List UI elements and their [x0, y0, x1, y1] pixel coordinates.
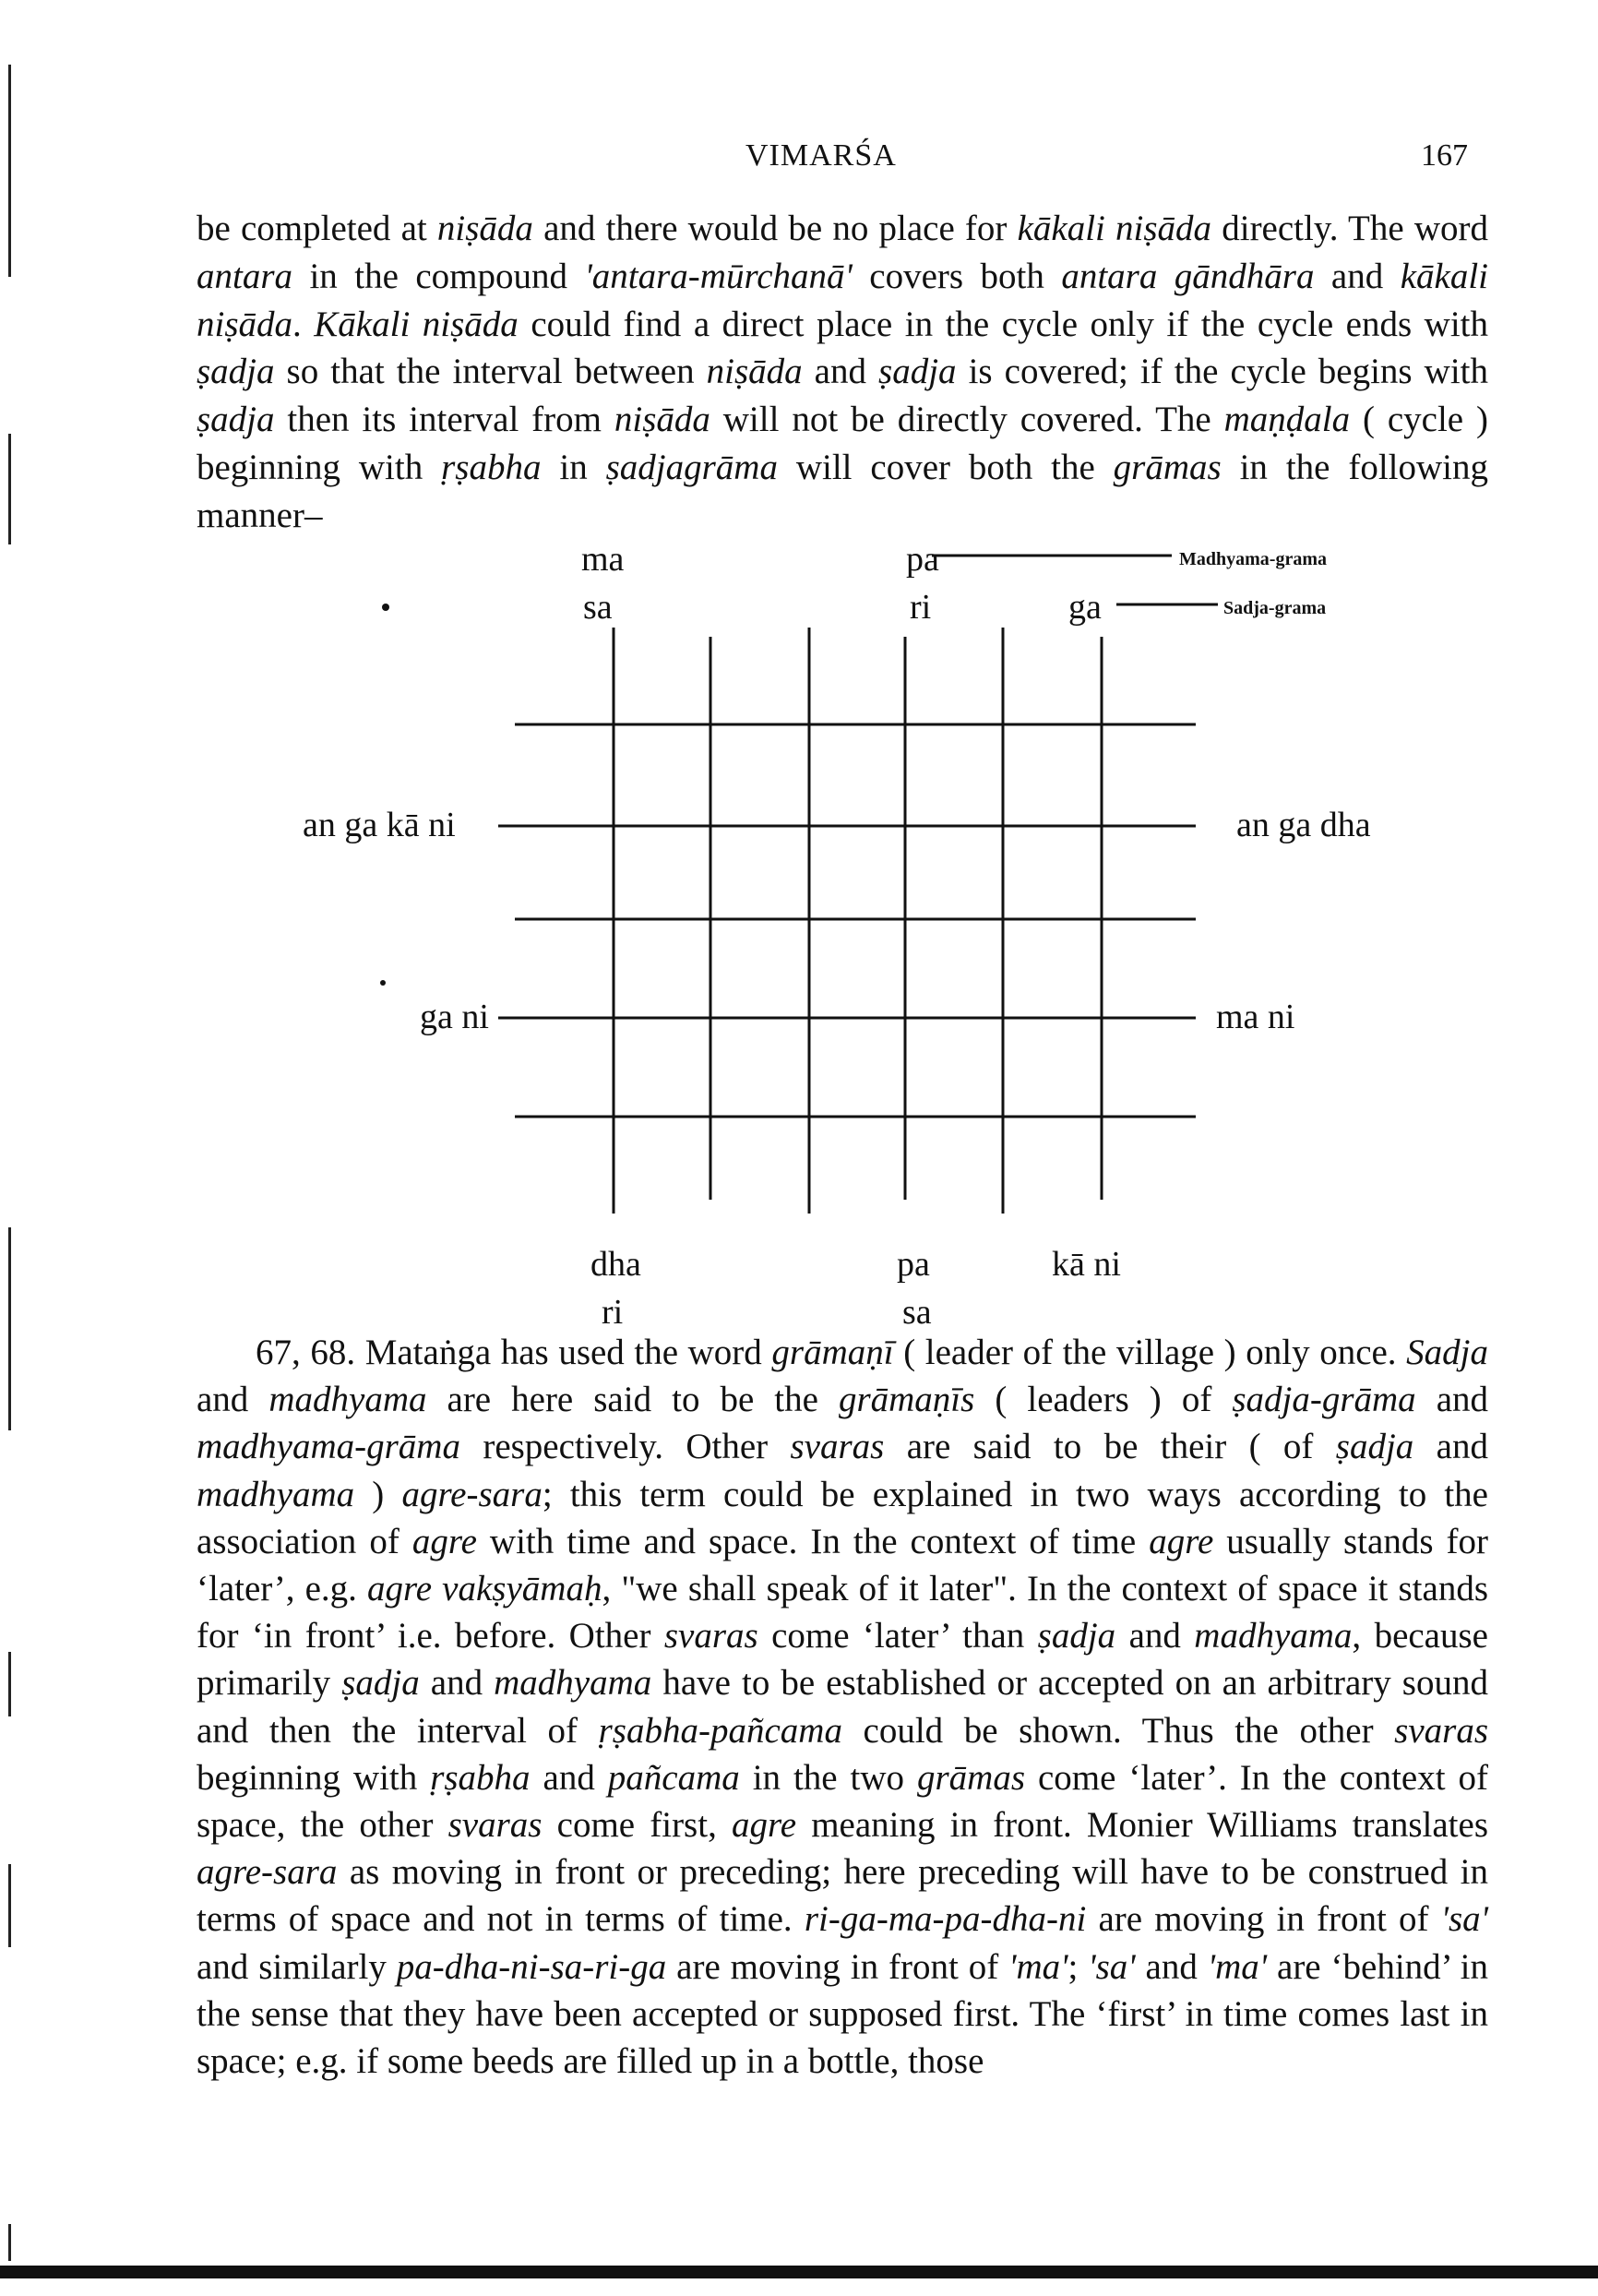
italic-term: 'ma' — [1008, 1946, 1068, 1987]
text-run: is covered; if the cycle begins with — [956, 352, 1488, 392]
text-run: and similarly — [197, 1946, 397, 1987]
text-run: ; this term could be explained in two ways according to the association of — [197, 1474, 1488, 1561]
scan-bottom-bar — [0, 2266, 1598, 2278]
italic-term: agre vakṣyāmaḥ — [367, 1569, 602, 1609]
running-title: VIMARŚA — [745, 138, 897, 173]
italic-term: madhyama — [268, 1380, 427, 1420]
italic-term: niṣāda — [706, 352, 803, 392]
italic-term: pa-dha-ni-sa-ri-ga — [396, 1946, 667, 1987]
italic-term: agre — [732, 1805, 797, 1846]
text-run: covers both — [852, 256, 1062, 296]
text-run: and — [1415, 1380, 1489, 1420]
italic-term: agre-sara — [197, 1852, 338, 1893]
italic-term: niṣāda — [436, 209, 533, 248]
text-run: and — [197, 1380, 269, 1420]
italic-term: kākali niṣāda — [1017, 209, 1212, 248]
italic-term: maṇḍala — [1223, 400, 1351, 440]
text-run: are said to be their ( of — [884, 1427, 1336, 1467]
text-run: , because primarily — [197, 1616, 1488, 1704]
sadja-grama-label: Sadja-grama — [1223, 598, 1327, 618]
italic-term: ṣadja — [878, 352, 957, 392]
italic-term: grāmas — [917, 1757, 1026, 1798]
right-label-an-ga-dha: an ga dha — [1236, 806, 1371, 844]
text-run: directly. The word — [1211, 209, 1488, 248]
text-run: and — [1314, 256, 1401, 296]
text-run: come first, — [542, 1805, 732, 1846]
text-run: will cover both the — [777, 447, 1114, 487]
italic-term: Kākali niṣāda — [314, 304, 519, 344]
note-dha-bottom: dha — [590, 1245, 641, 1284]
text-run: meaning in front. Monier Williams translates — [796, 1805, 1489, 1846]
italic-term: ṛṣabha — [430, 1757, 531, 1798]
italic-term: 'sa' — [1088, 1946, 1136, 1987]
italic-term: ṣadja — [341, 1663, 420, 1704]
text-run: and — [1413, 1427, 1488, 1467]
text-run: and — [419, 1663, 495, 1704]
text-run: are here said to be the — [426, 1380, 839, 1420]
text-run: be completed at — [197, 209, 437, 248]
note-pa-top: pa — [906, 540, 939, 579]
note-ri-top: ri — [910, 588, 932, 627]
text-run: ( leader of the village ) only once. — [893, 1333, 1407, 1372]
text-run: are moving in front of — [1086, 1899, 1441, 1940]
italic-term: madhyama-grāma — [197, 1427, 460, 1467]
text-run: as moving in front or preceding; here preceding will have to be construed in terms of space and not in terms of time. — [197, 1852, 1488, 1940]
note-sa-top: sa — [583, 588, 613, 627]
text-run: 67, 68. Mataṅga has used the word — [256, 1333, 772, 1372]
paragraph-indent — [197, 1333, 256, 1372]
right-label-ma-ni: ma ni — [1216, 998, 1295, 1036]
note-ma-top: ma — [581, 540, 625, 579]
text-run: respectively. Other — [459, 1427, 791, 1467]
italic-term: madhyama — [1194, 1616, 1353, 1656]
note-ri-bottom: ri — [602, 1293, 624, 1332]
italic-term: agre — [411, 1521, 477, 1561]
italic-term: madhyama — [197, 1474, 355, 1514]
italic-term: Sadja — [1406, 1333, 1488, 1372]
italic-term: svaras — [663, 1616, 758, 1656]
scan-edge-mark — [8, 1864, 11, 1947]
text-run: in — [541, 447, 606, 487]
italic-term: grāmas — [1113, 447, 1222, 487]
text-run: and — [530, 1757, 608, 1798]
note-ka-ni-bottom: kā ni — [1052, 1245, 1121, 1284]
text-run: in the two — [739, 1757, 917, 1798]
italic-term: kākali niṣāda — [197, 256, 1488, 344]
madhyama-grama-label: Madhyama-grama — [1179, 549, 1327, 569]
text-run: then its interval from — [274, 400, 614, 440]
left-label-ga-ni: ga ni — [420, 998, 489, 1036]
text-run: usually stands for ‘later’, e.g. — [197, 1521, 1489, 1609]
italic-term: pañcama — [607, 1757, 740, 1798]
text-run: are moving in front of — [666, 1946, 1009, 1987]
italic-term: ṣadjagrāma — [605, 447, 778, 487]
text-run: in the compound — [292, 256, 585, 296]
italic-term: antara gāndhāra — [1061, 256, 1315, 296]
text-run: come ‘later’ than — [757, 1616, 1038, 1656]
text-run: and — [1135, 1946, 1208, 1987]
italic-term: grāmaṇīs — [838, 1380, 975, 1420]
italic-term: ṣadja — [197, 352, 275, 392]
page-number: 167 — [1421, 138, 1468, 173]
text-run: and — [802, 352, 879, 392]
note-sa-bottom: sa — [902, 1293, 932, 1332]
text-run: in the following manner– — [197, 447, 1489, 535]
italic-term: ri-ga-ma-pa-dha-ni — [804, 1899, 1087, 1940]
italic-term: ṣadja — [1037, 1616, 1116, 1656]
paragraph-2 — [197, 1329, 1488, 2085]
text-run: , "we shall speak of it later". In the context of space it stands for ‘in front’ i.e. before. Other — [197, 1569, 1489, 1656]
text-run: and there would be no place for — [532, 209, 1018, 248]
italic-term: svaras — [1394, 1710, 1489, 1751]
text-run: ; — [1067, 1946, 1089, 1987]
italic-term: ṣadja — [1335, 1427, 1414, 1467]
italic-term: niṣāda — [614, 400, 710, 440]
scan-edge-mark — [8, 2224, 11, 2261]
text-run: come ‘later’. In the context of space, the other — [197, 1757, 1488, 1846]
italic-term: antara — [197, 256, 293, 296]
left-label-an-ga-ka-ni: an ga kā ni — [303, 806, 456, 844]
text-run: with time and space. In the context of time — [476, 1521, 1150, 1561]
italic-term: 'antara-mūrchanā' — [584, 256, 853, 296]
italic-term: svaras — [447, 1805, 543, 1846]
note-pa-bottom: pa — [897, 1245, 930, 1284]
text-run: are ‘behind’ in the sense that they have been accepted or supposed first. The ‘first’ in time comes last in space; e.g. if some beeds are filled up in a bottle, those — [197, 1946, 1488, 2082]
text-run: . — [292, 304, 315, 344]
italic-term: ṣadja — [197, 400, 275, 440]
stray-dot — [382, 604, 389, 611]
italic-term: ṣadja-grāma — [1232, 1380, 1416, 1420]
italic-term: 'sa' — [1440, 1899, 1488, 1940]
text-run: beginning with — [197, 1757, 431, 1798]
italic-term: ṛṣabha — [441, 447, 542, 487]
italic-term: 'ma' — [1207, 1946, 1268, 1987]
text-run: ( cycle ) beginning with — [197, 400, 1488, 487]
text-run: so that the interval between — [274, 352, 707, 392]
italic-term: madhyama — [494, 1663, 652, 1704]
text-run: could be shown. Thus the other — [841, 1710, 1395, 1751]
italic-term: grāmaṇī — [771, 1333, 894, 1372]
text-run: could find a direct place in the cycle only if the cycle ends with — [518, 304, 1488, 344]
italic-term: svaras — [790, 1427, 885, 1467]
text-run: will not be directly covered. The — [710, 400, 1224, 440]
text-run: ) — [354, 1474, 402, 1514]
italic-term: ṛṣabha-pañcama — [598, 1710, 842, 1751]
italic-term: agre-sara — [401, 1474, 543, 1514]
text-run: ( leaders ) of — [974, 1380, 1233, 1420]
text-run: have to be established or accepted on an arbitrary sound and then the interval of — [197, 1663, 1488, 1751]
scan-edge-mark — [8, 1652, 11, 1716]
italic-term: agre — [1149, 1521, 1214, 1561]
stray-dot — [380, 980, 386, 986]
text-run: and — [1115, 1616, 1195, 1656]
note-ga-top: ga — [1068, 588, 1102, 627]
